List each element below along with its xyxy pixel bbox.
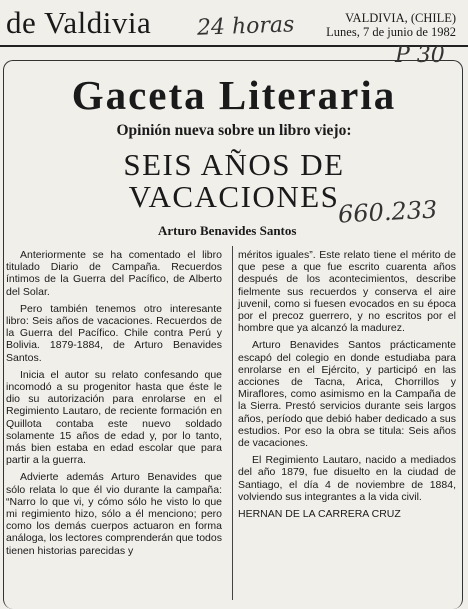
headline-line-1: SEIS AÑOS DE	[123, 147, 345, 182]
dateline-date: Lunes, 7 de junio de 1982	[326, 25, 456, 39]
newspaper-name: de Valdivia	[6, 5, 152, 40]
paragraph: Arturo Benavides Santos prácticamente escapó del colegio en donde estudiaba para enrolarse en el Ejército, y participó en las acciones de Tacna, Arica, Chorrillos y Miraflores, como asimismo en la Campaña de la Sierra. Prestó servicios durante seis largos años, período que debió haber dedicado a sus estudios. Por eso la obra se titula: Seis años de vacaciones.	[238, 339, 456, 450]
paragraph: méritos iguales”. Este relato tiene el mérito de que pese a que fue escrito cuarenta años después de los acontecimientos, describe fielmente sus recuerdos y conserva el aire juvenil, como si fuesen evocados en su época por el precoz guerrero, y no escritos por el hombre que ya alcanzó la madurez.	[238, 249, 456, 335]
paragraph: El Regimiento Lautaro, nacido a mediados del año 1879, fue disuelto en la ciudad de Santiago, el día 4 de noviembre de 1884, volviendo sus integrantes a la vida civil.	[238, 454, 456, 503]
left-column	[6, 249, 222, 562]
dateline-city: VALDIVIA, (CHILE)	[345, 11, 456, 25]
paragraph: Pero también tenemos otro interesante libro: Seis años de vacaciones. Recuerdos de la Guerra del Pacífico. Chile contra Perú y Bolivia. 1879-1884, de Arturo Benavides Santos.	[6, 302, 222, 364]
paragraph: Anteriormente se ha comentado el libro titulado Diario de Campaña. Recuerdos íntimos de la Guerra del Pacífico, de Alberto del Solar.	[6, 249, 222, 298]
handwritten-page-number: P 30	[395, 43, 445, 68]
handwritten-source-note: 24 horas	[196, 12, 295, 41]
byline: Arturo Benavides Santos	[158, 223, 297, 238]
column-divider	[232, 246, 233, 600]
section-title: Gaceta Literaria	[71, 72, 397, 118]
handwritten-catalog-number: 660.233	[337, 195, 438, 229]
right-column	[238, 249, 456, 525]
paragraph: Inicia el autor su relato confesando que incomodó a su progenitor hasta que éste le dio su autorización para enrolarse en el Regimiento Lautaro, de reciente formación en Quillota contaba este nuevo soldado solamente 15 años de edad y, por lo tanto, más bien estaba en edad escolar que para partir a la guerra.	[6, 368, 222, 467]
paragraph: Advierte además Arturo Benavides que sólo relata lo que él vio durante la campaña: “Narro lo que vi, y cómo sólo he visto lo que mi regimiento hizo, sólo a él menciono; pero como los demás cuerpos actuaron en forma análoga, los lectores comprenderán que todos tienen historias parecidas y	[6, 471, 222, 557]
section-subtitle: Opinión nueva sobre un libro viejo:	[116, 122, 352, 139]
headline-line-2: VACACIONES	[128, 179, 340, 214]
author-signature: HERNAN DE LA CARRERA CRUZ	[238, 508, 401, 521]
